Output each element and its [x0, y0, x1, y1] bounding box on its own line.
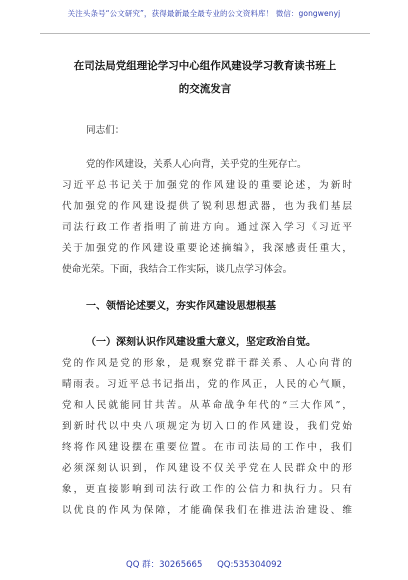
- document-title-line-2: 的交流发言: [178, 83, 232, 95]
- intro-line-6: 使命光荣。下面，我结合工作实际，谈几点学习体会。: [62, 264, 293, 275]
- body-line-4: 到新时代以中央八项规定为切入口的作风建设，我们党始: [62, 421, 352, 432]
- document-title-line-1: 在司法局党组理论学习中心组作风建设学习教育读书班上: [73, 60, 337, 72]
- body-line-3: 党和人民就能同甘共苦。从革命战争年代的“三大作风”，: [62, 400, 352, 411]
- body-line-1: 党的作风是党的形象，是观察党群干群关系、人心向背的: [62, 358, 352, 369]
- intro-line-4: 司法行政工作者指明了前进方向。通过深入学习《习近平: [62, 222, 352, 233]
- subsection-1-heading: （一）深刻认识作风建设重大意义，坚定政治自觉。: [86, 337, 316, 348]
- section-1-heading: 一、领悟论述要义，夯实作风建设思想根基: [86, 301, 276, 312]
- body-line-6: 必须深刻认识到，作风建设不仅关乎党在人民群众中的形: [62, 463, 352, 474]
- intro-line-3: 代加强党的作风建设提供了锐利思想武器，也为我们基层: [62, 201, 352, 212]
- intro-line-1: 党的作风建设，关系人心向背，关乎党的生死存亡。: [86, 159, 307, 170]
- header-divider: [40, 33, 370, 34]
- footer-qq-group: QQ 群：30265665: [126, 560, 203, 570]
- intro-line-2: 习近平总书记关于加强党的作风建设的重要论述，为新时: [62, 180, 352, 191]
- footer-qq: QQ:535304092: [217, 560, 282, 570]
- body-line-8: 以优良的作风为保障，才能确保我们在推进法治建设、维: [62, 505, 352, 516]
- body-line-5: 终将作风建设摆在重要位置。在市司法局的工作中，我们: [62, 442, 352, 453]
- salutation: 同志们：: [86, 125, 125, 136]
- body-line-2: 晴雨表。习近平总书记指出，党的作风正，人民的心气顺，: [62, 379, 352, 390]
- footer-contact: [0, 558, 408, 570]
- intro-line-5: 关于加强党的作风建设重要论述摘编》，我深感责任重大，: [62, 243, 352, 254]
- body-line-7: 象，更直接影响到司法行政工作的公信力和执行力。只有: [62, 484, 352, 495]
- header-note: 关注头条号“公文研究”，获得最新最全最专业的公文资料库！ 微信：gongwenyj: [67, 9, 341, 18]
